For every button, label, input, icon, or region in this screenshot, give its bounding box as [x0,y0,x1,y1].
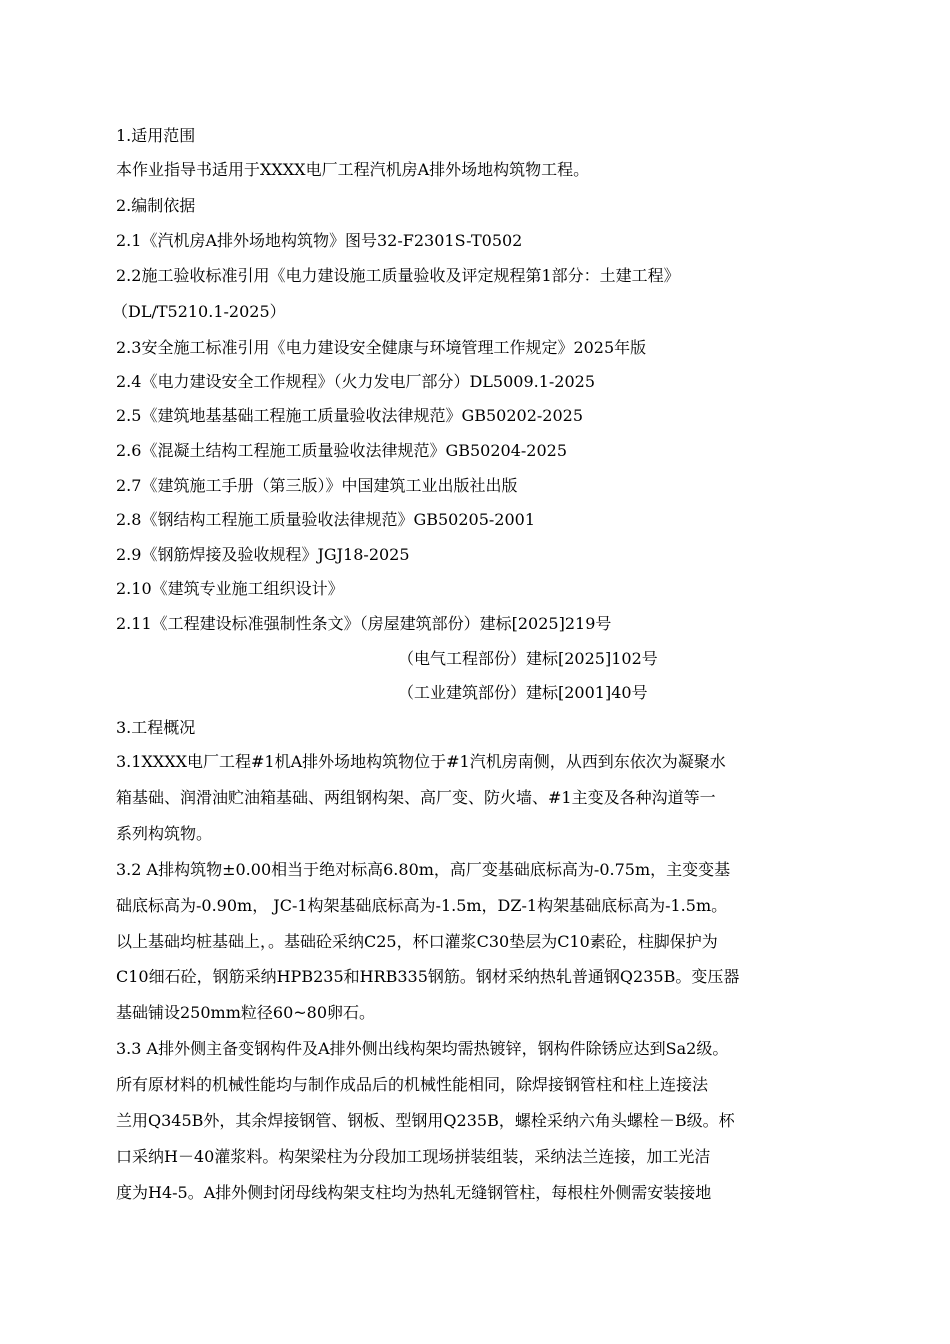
paragraph-line: 以上基础均桩基础上，。基础砼采纳C25，杯口灌浆C30垫层为C10素砼，柱脚保护为 [116,932,718,951]
paragraph-line: 系列构筑物。 [116,824,213,843]
section-heading: 2.编制依据 [116,196,196,215]
reference-item: 2.2施工验收标准引用《电力建设施工质量验收及评定规程第1部分：土建工程》 [116,266,680,285]
section-heading: 3.工程概况 [116,718,196,737]
paragraph-line: 度为H4-5。A排外侧封闭母线构架支柱均为热轧无缝钢管柱，每根柱外侧需安装接地 [116,1183,712,1202]
section-heading: 1.适用范围 [116,126,196,145]
reference-item: 2.10《建筑专业施工组织设计》 [116,579,344,598]
paragraph-line: 兰用Q345B外，其余焊接钢管、钢板、型钢用Q235B，螺栓采纳六角头螺栓－B级。杯 [116,1111,735,1130]
paragraph-line: 基础铺设250mm粒径60~80卵石。 [116,1003,376,1022]
reference-item: 2.7《建筑施工手册（第三版）》中国建筑工业出版社出版 [116,476,518,495]
reference-item-sub: （电气工程部份）建标[2025]102号 [398,649,658,668]
paragraph-line: 所有原材料的机械性能均与制作成品后的机械性能相同，除焊接钢管柱和柱上连接法 [116,1075,709,1094]
paragraph-line: C10细石砼，钢筋采纳HPB235和HRB335钢筋。钢材采纳热轧普通钢Q235B。变压器 [116,967,740,986]
paragraph-line: 3.1XXXX电厂工程#1机A排外场地构筑物位于#1汽机房南侧，从西到东依次为凝聚水 [116,752,726,771]
paragraph-line: 3.3 A排外侧主备变钢构件及A排外侧出线构架均需热镀锌，钢构件除锈应达到Sa2级。 [116,1039,729,1058]
paragraph-line: 3.2 A排构筑物±0.00相当于绝对标高6.80m，高厂变基础底标高为-0.75m，主变变基 [116,860,731,879]
reference-item: 2.4《电力建设安全工作规程》（火力发电厂部分）DL5009.1-2025 [116,372,596,391]
reference-item: 2.9《钢筋焊接及验收规程》JGJ18-2025 [116,545,410,564]
paragraph-line: 箱基础、润滑油贮油箱基础、两组钢构架、高厂变、防火墙、#1主变及各种沟道等一 [116,788,716,807]
paragraph-line: 口采纳H－40灌浆料。构架梁柱为分段加工现场拼装组装，采纳法兰连接，加工光洁 [116,1147,711,1166]
reference-item-sub: （工业建筑部份）建标[2001]40号 [398,683,648,702]
reference-item: 2.5《建筑地基基础工程施工质量验收法律规范》GB50202-2025 [116,406,584,425]
paragraph-line: 本作业指导书适用于XXXX电厂工程汽机房A排外场地构筑物工程。 [116,160,590,179]
reference-item-continued: （DL/T5210.1-2025） [112,302,286,321]
reference-item: 2.1《汽机房A排外场地构筑物》图号32-F2301S-T0502 [116,231,523,250]
reference-item: 2.11《工程建设标准强制性条文》（房屋建筑部份）建标[2025]219号 [116,614,612,633]
reference-item: 2.8《钢结构工程施工质量验收法律规范》GB50205-2001 [116,510,536,529]
reference-item: 2.6《混凝土结构工程施工质量验收法律规范》GB50204-2025 [116,441,568,460]
reference-item: 2.3安全施工标准引用《电力建设安全健康与环境管理工作规定》2025年版 [116,338,647,357]
paragraph-line: 础底标高为-0.90m， JC-1构架基础底标高为-1.5m，DZ-1构架基础底标高为-1.5m。 [116,896,728,915]
